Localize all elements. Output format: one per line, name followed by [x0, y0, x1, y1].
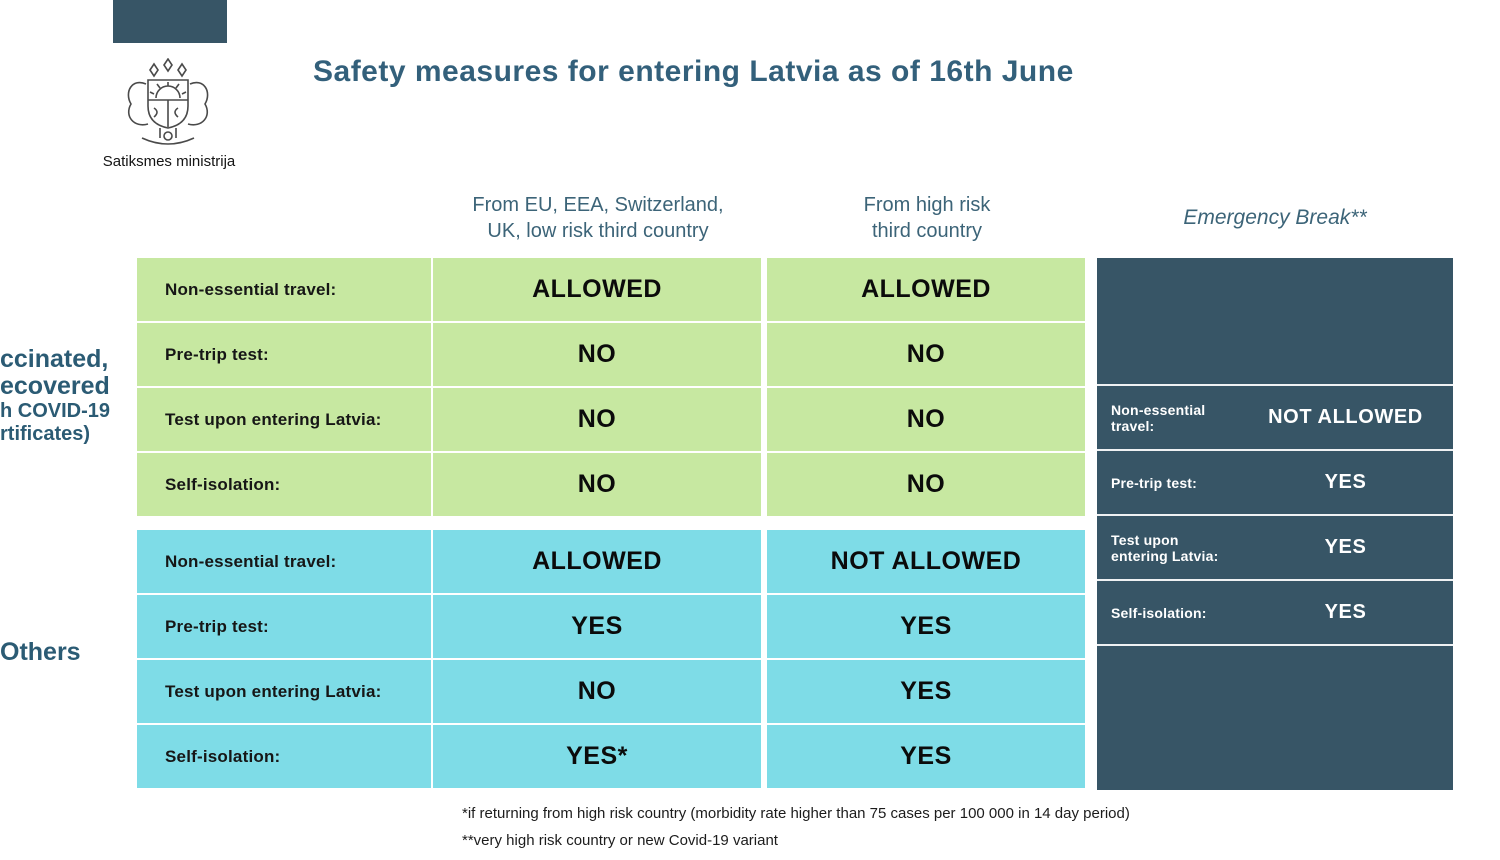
table-cell-value: NO: [433, 453, 761, 516]
table-cell-value: NO: [767, 453, 1085, 516]
column-header-high-risk-line2: third country: [871, 220, 983, 242]
footnote-double-asterisk: **very high risk country or new Covid-19 variant: [462, 832, 778, 849]
emergency-row: [1097, 449, 1453, 514]
table-cell-value: YES: [433, 595, 761, 658]
column-header-low-risk: [433, 192, 763, 244]
vaccinated-label-line1: ccinated,: [0, 345, 109, 373]
emergency-break-panel: [1097, 258, 1453, 790]
table-cell-value: NO: [767, 388, 1085, 451]
table-row-label: Pre-trip test:: [137, 595, 431, 658]
footnote-single-asterisk: *if returning from high risk country (morbidity rate higher than 75 cases per 100 000 in 14 day period): [462, 805, 1130, 822]
emergency-row-value: YES: [1324, 471, 1367, 493]
column-header-emergency-break: Emergency Break**: [1183, 206, 1367, 229]
table-cell-value: YES: [767, 595, 1085, 658]
vaccinated-label-line4: rtificates): [0, 423, 91, 445]
table-row-label: Non-essential travel:: [137, 530, 431, 593]
emergency-row-value: YES: [1324, 601, 1367, 623]
table-cell-value: NO: [767, 323, 1085, 386]
emergency-row-value: YES: [1324, 536, 1367, 558]
table-cell-value: YES*: [433, 725, 761, 788]
table-cell-value: ALLOWED: [767, 258, 1085, 321]
table-cell-value: ALLOWED: [433, 530, 761, 593]
coat-of-arms-icon: [104, 58, 232, 154]
table-cell-value: NO: [433, 323, 761, 386]
emergency-rows-bottom-divider: [1097, 644, 1453, 646]
table-cell-value: YES: [767, 725, 1085, 788]
table-cell-value: ALLOWED: [433, 258, 761, 321]
column-header-low-risk-line1: From EU, EEA, Switzerland,: [472, 194, 724, 216]
vaccinated-label-line3: h COVID-19: [0, 400, 111, 422]
table-row-label: Non-essential travel:: [137, 258, 431, 321]
table-row-label: Test upon entering Latvia:: [137, 388, 431, 451]
emergency-row-value: NOT ALLOWED: [1268, 406, 1423, 428]
table-row-label: Test upon entering Latvia:: [137, 660, 431, 723]
emergency-row: [1097, 514, 1453, 579]
emergency-row-label: Self-isolation:: [1111, 604, 1207, 621]
vaccinated-label-line2: ecovered: [0, 372, 110, 400]
row-group-label-others: Others: [0, 638, 81, 666]
emergency-row: [1097, 579, 1453, 644]
table-row-label: Pre-trip test:: [137, 323, 431, 386]
header-accent-rectangle: [113, 0, 227, 43]
page-title: Safety measures for entering Latvia as of 16th June: [313, 55, 1074, 88]
table-vaccinated: [137, 258, 1085, 516]
table-row-label: Self-isolation:: [137, 725, 431, 788]
table-cell-value: NOT ALLOWED: [767, 530, 1085, 593]
column-header-high-risk-line1: From high risk: [863, 194, 991, 216]
table-row-label: Self-isolation:: [137, 453, 431, 516]
emergency-row-label: Non-essential travel:: [1111, 401, 1206, 434]
coat-of-arms-logo: [104, 58, 232, 154]
emergency-row: [1097, 384, 1453, 449]
emergency-row-label: Pre-trip test:: [1111, 474, 1198, 491]
emergency-row-label: Test upon entering Latvia:: [1111, 531, 1219, 564]
table-others: [137, 530, 1085, 788]
column-header-high-risk: [768, 192, 1086, 244]
table-cell-value: NO: [433, 660, 761, 723]
column-header-low-risk-line2: UK, low risk third country: [487, 220, 709, 242]
table-cell-value: NO: [433, 388, 761, 451]
row-group-label-vaccinated: [0, 346, 110, 446]
emergency-break-rows: [1097, 384, 1453, 646]
ministry-name: Satiksmes ministrija: [102, 153, 236, 170]
footnotes: [462, 800, 1130, 854]
table-cell-value: YES: [767, 660, 1085, 723]
